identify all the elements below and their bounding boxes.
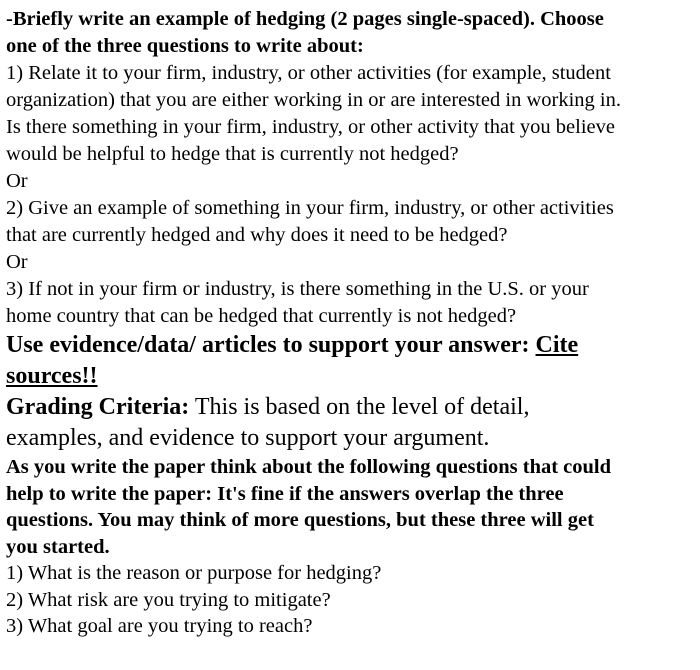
grading-criteria-label: Grading Criteria: [6, 394, 190, 420]
evidence-instruction-line-2 [6, 361, 700, 392]
guidance-line-4: you started. [6, 535, 110, 558]
question-3-line-2: home country that can be hedged that currently is not hedged? [6, 305, 517, 327]
question-2-line-1: 2) Give an example of something in your firm, industry, or other activities [6, 197, 614, 219]
guiding-question-1: 1) What is the reason or purpose for hedging? [6, 562, 382, 584]
or-separator-2: Or [6, 251, 28, 273]
intro-line-2: one of the three questions to write about: [6, 35, 364, 57]
guidance-line-3: questions. You may think of more questions, but these three will get [6, 509, 594, 531]
guidance-line-2: help to write the paper: It's fine if the answers overlap the three [6, 482, 564, 505]
guiding-question-2: 2) What risk are you trying to mitigate? [6, 588, 331, 611]
evidence-instruction-line-1 [6, 330, 700, 361]
or-separator-1: Or [6, 170, 28, 192]
question-2-line-2: that are currently hedged and why does it need to be hedged? [6, 224, 508, 246]
cite-sources-part-2: sources!! [6, 363, 98, 389]
grading-criteria-line-1 [6, 392, 700, 423]
intro-line-1: -Briefly write an example of hedging (2 pages single-spaced). Choose [6, 8, 604, 30]
question-1-line-2: organization) that you are either working in or are interested in working in. [6, 89, 621, 111]
question-1-line-1: 1) Relate it to your firm, industry, or other activities (for example, student [6, 62, 611, 84]
question-3-line-1: 3) If not in your firm or industry, is there something in the U.S. or your [6, 278, 589, 300]
evidence-text: Use evidence/data/ articles to support your answer: [6, 332, 536, 358]
question-1-line-3: Is there something in your firm, industry, or other activity that you believe [6, 116, 615, 138]
cite-sources-part-1: Cite [535, 332, 579, 358]
grading-criteria-line-2: examples, and evidence to support your argument. [6, 425, 490, 451]
guidance-line-1: As you write the paper think about the following questions that could [6, 456, 612, 478]
guiding-question-3: 3) What goal are you trying to reach? [6, 615, 313, 637]
question-1-line-4: would be helpful to hedge that is currently not hedged? [6, 143, 459, 165]
grading-criteria-text-1: This is based on the level of detail, [189, 394, 530, 420]
